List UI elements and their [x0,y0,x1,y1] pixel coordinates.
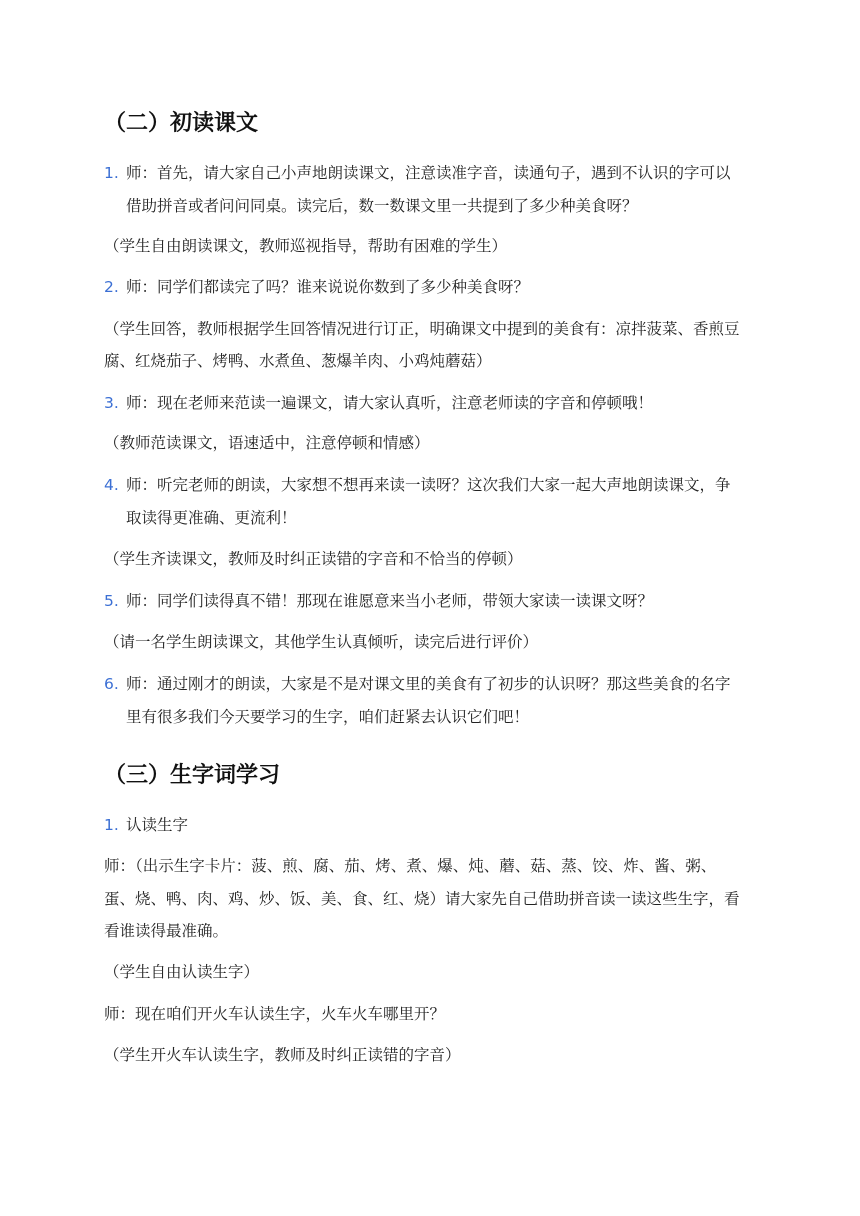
paragraph-text: 蛋、烧、鸭、肉、鸡、炒、饭、美、食、红、烧）请大家先自己借助拼音读一读这些生字，看 [104,890,740,908]
note-text: （教师范读课文，语速适中，注意停顿和情感） [104,434,430,452]
list-item-text: 师：现在老师来范读一遍课文，请大家认真听，注意老师读的字音和停顿哦！ [126,394,654,412]
paragraph-text: 师：现在咱们开火车认读生字，火车火车哪里开？ [104,1005,446,1023]
paragraph-text: 师：（出示生字卡片：菠、煎、腐、茄、烤、煮、爆、炖、蘑、菇、蒸、饺、炸、酱、粥、 [104,857,717,875]
note-text: （学生回答，教师根据学生回答情况进行订正，明确课文中提到的美食有：凉拌菠菜、香煎豆 [104,320,740,338]
paragraph-text: 看谁读得最准确。 [104,922,229,940]
list-item-text: 里有很多我们今天要学习的生字，咱们赶紧去认识它们吧！ [126,708,530,726]
list-item-text: 师：通过刚才的朗读，大家是不是对课文里的美食有了初步的认识呀？那这些美食的名字 [126,675,731,693]
note-text: （学生齐读课文，教师及时纠正读错的字音和不恰当的停顿） [104,550,523,568]
list-item-text: 取读得更准确、更流利！ [126,509,297,527]
list-number: 3. [104,394,119,412]
note-text: （请一名学生朗读课文，其他学生认真倾听，读完后进行评价） [104,633,539,651]
list-item-text: 师：首先，请大家自己小声地朗读课文，注意读准字音，读通句子，遇到不认识的字可以 [126,164,731,182]
section-heading-3: （三）生字词学习 [104,763,281,788]
list-number: 6. [104,675,119,693]
list-number: 2. [104,278,119,296]
list-item-text: 师：听完老师的朗读，大家想不想再来读一读呀？这次我们大家一起大声地朗读课文，争 [126,476,731,494]
list-number: 1. [104,816,119,834]
list-number: 4. [104,476,119,494]
list-item-text: 借助拼音或者问问同桌。读完后，数一数课文里一共提到了多少种美食呀？ [126,197,638,215]
list-item-text: 师：同学们读得真不错！那现在谁愿意来当小老师，带领大家读一读课文呀？ [126,592,654,610]
note-text: 腐、红烧茄子、烤鸭、水煮鱼、葱爆羊肉、小鸡炖蘑菇） [104,352,492,370]
list-number: 1. [104,164,119,182]
note-text: （学生自由朗读课文，教师巡视指导，帮助有困难的学生） [104,237,508,255]
section-heading-2: （二）初读课文 [104,111,259,136]
list-item-text: 师：同学们都读完了吗？谁来说说你数到了多少种美食呀？ [126,278,530,296]
list-item-text: 认读生字 [126,816,189,834]
list-number: 5. [104,592,119,610]
note-text: （学生开火车认读生字，教师及时纠正读错的字音） [104,1046,461,1064]
note-text: （学生自由认读生字） [104,963,260,981]
